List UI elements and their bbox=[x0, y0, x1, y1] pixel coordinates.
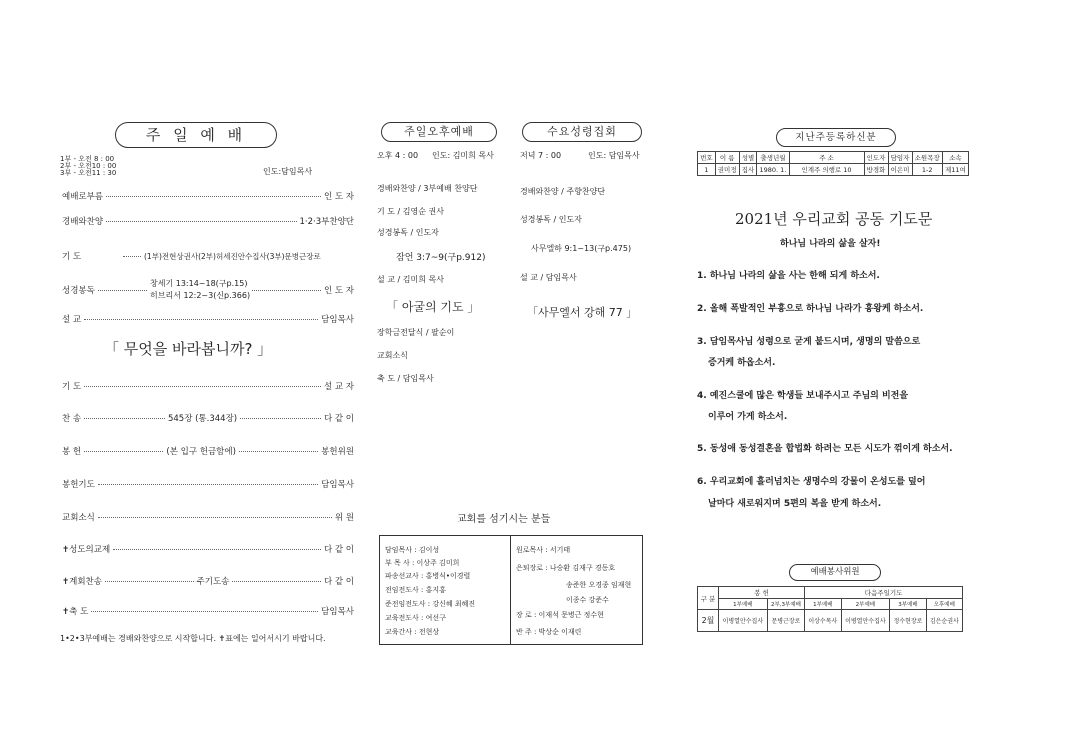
column-header: 인도자 bbox=[864, 152, 888, 164]
prayer-item: 4. 예진스쿨에 많은 학생들 보내주시고 주님의 비전을 bbox=[697, 391, 909, 401]
order-row bbox=[62, 412, 354, 424]
afternoon-title: 주일오후예배 bbox=[381, 122, 497, 142]
column-header: 이 름 bbox=[715, 152, 739, 164]
column-header: 다음주일기도 bbox=[805, 587, 963, 599]
staff-right-line: 반 주 : 박상순 이재린 bbox=[516, 628, 582, 636]
order-row bbox=[62, 445, 354, 457]
scripture-1: 창세기 13:14~18(구p.15) bbox=[150, 279, 248, 288]
order-mid: 545장 (통.344장) bbox=[167, 414, 238, 424]
order-right: 인 도 자 bbox=[323, 286, 354, 296]
sunday-leader: 인도:담임목사 bbox=[263, 167, 313, 176]
sermon-title: 「 무엇을 바라봅니까? 」 bbox=[104, 340, 273, 358]
wednesday-sermon: 「사무엘서 강해 77 」 bbox=[527, 306, 638, 319]
order-label: ✝성도의교제 bbox=[62, 545, 111, 555]
table-cell: 이병열안수집사 bbox=[841, 610, 890, 632]
afternoon-item: 경배와찬양 / 3부예배 찬양단 bbox=[377, 184, 478, 193]
order-label: ✝계회찬송 bbox=[62, 577, 102, 587]
table-subheader-row bbox=[698, 599, 963, 610]
order-label: 설 교 bbox=[62, 315, 82, 325]
order-right: 다 같 이 bbox=[323, 414, 355, 424]
service-time-2: 2부 - 오전10 : 00 bbox=[60, 162, 117, 170]
afternoon-scripture: 잠언 3:7~9(구p.912) bbox=[396, 253, 486, 263]
order-right: 담임목사 bbox=[321, 480, 354, 490]
prayer-item-cont: 이루어 가게 하소서. bbox=[708, 412, 788, 422]
table-header-row bbox=[698, 587, 963, 599]
table-cell: 이병열안수집사 bbox=[718, 610, 767, 632]
column-subheader: 2부예배 bbox=[841, 599, 890, 610]
service-time-1: 1부 - 오전 8 : 00 bbox=[60, 155, 115, 163]
column-header: 소원목장 bbox=[912, 152, 942, 164]
wednesday-time: 저녁 7 : 00 bbox=[520, 151, 562, 160]
column-header: 소속 bbox=[942, 152, 968, 164]
column-subheader: 오후예배 bbox=[926, 599, 962, 610]
order-label: 교회소식 bbox=[62, 513, 95, 523]
servers-table bbox=[697, 586, 963, 632]
order-row bbox=[62, 215, 354, 227]
order-label: 봉 헌 bbox=[62, 447, 82, 457]
footnote: 1•2•3부예배는 경배와찬양으로 시작합니다. ✝표에는 일어서시기 바랍니다. bbox=[60, 634, 326, 643]
prayer-item-cont: 증거케 하옵소서. bbox=[708, 358, 776, 368]
afternoon-time: 오후 4 : 00 bbox=[377, 151, 419, 160]
order-row bbox=[62, 478, 354, 490]
order-label: 예배로부름 bbox=[62, 192, 104, 202]
wednesday-item: 설 교 / 담임목사 bbox=[520, 273, 577, 282]
order-right: 위 원 bbox=[334, 513, 354, 523]
order-right: 다 같 이 bbox=[323, 545, 354, 555]
staff-left-line: 전임전도사 : 홍지홍 bbox=[385, 586, 446, 594]
servers-title: 예배봉사위원 bbox=[789, 564, 881, 581]
table-cell: 김은순권사 bbox=[926, 610, 962, 632]
prayer-item: 6. 우리교회에 흘러넘치는 생명수의 강물이 온성도를 덮어 bbox=[697, 477, 926, 487]
table-cell: 문병근장로 bbox=[767, 610, 804, 632]
afternoon-sermon: 「 아굴의 기도 」 bbox=[386, 300, 480, 314]
order-row bbox=[62, 575, 354, 587]
order-label: 기 도 bbox=[62, 252, 82, 262]
sunday-worship-title: 주 일 예 배 bbox=[115, 122, 277, 148]
service-time-3: 3부 - 오전11 : 30 bbox=[60, 169, 117, 177]
column-subheader: 2부,3부예배 bbox=[767, 599, 804, 610]
order-label: 기 도 bbox=[62, 382, 82, 392]
order-right: 봉헌위원 bbox=[321, 447, 354, 457]
staff-left-line: 부 목 사 : 이상주 김미희 bbox=[385, 559, 460, 567]
recent-table bbox=[697, 151, 969, 176]
order-row bbox=[62, 380, 354, 392]
order-right: 인 도 자 bbox=[323, 192, 354, 202]
order-row bbox=[62, 605, 354, 617]
staff-right-line: 장 로 : 이재석 문병근 정수현 bbox=[516, 611, 604, 619]
staff-right-line: 송준한 오경종 임재현 bbox=[566, 581, 632, 589]
table-row bbox=[698, 164, 969, 176]
order-right: 설 교 자 bbox=[323, 382, 354, 392]
afternoon-leader: 인도: 김미희 목사 bbox=[432, 151, 494, 160]
column-header: 출생년월 bbox=[757, 152, 789, 164]
order-right: 담임목사 bbox=[321, 315, 354, 325]
prayer-subtitle: 하나님 나라의 삶을 살자! bbox=[780, 239, 881, 249]
column-header: 주 소 bbox=[789, 152, 864, 164]
afternoon-item: 교회소식 bbox=[377, 351, 408, 360]
column-header: 봉 헌 bbox=[718, 587, 804, 599]
wednesday-scripture: 사무엘하 9:1~13(구p.475) bbox=[531, 244, 632, 253]
table-cell: 이상수목사 bbox=[805, 610, 841, 632]
afternoon-item: 축 도 / 담임목사 bbox=[377, 374, 434, 383]
column-subheader: 1부예배 bbox=[805, 599, 841, 610]
scripture-2: 히브리서 12:2~3(신p.366) bbox=[150, 291, 251, 300]
order-label: 찬 송 bbox=[62, 414, 82, 424]
table-cell: 방경화 bbox=[864, 164, 888, 176]
order-right: 다 같 이 bbox=[323, 577, 354, 587]
recent-title: 지난주등록하신분 bbox=[776, 128, 896, 147]
wednesday-item: 경배와찬양 / 주향찬양단 bbox=[520, 187, 606, 196]
staff-left-line: 담임목사 : 김이성 bbox=[385, 546, 440, 554]
order-mid: (1부)전현상권사(2부)허세진안수집사(3부)문병근장로 bbox=[144, 251, 321, 261]
staff-right-line: 이종수 강준수 bbox=[566, 596, 609, 604]
staff-left-line: 교육간사 : 전현상 bbox=[385, 628, 440, 636]
order-right: 담임목사 bbox=[321, 607, 354, 617]
column-subheader: 3부예배 bbox=[890, 599, 926, 610]
order-row bbox=[62, 250, 354, 262]
table-cell: 1-2 bbox=[912, 164, 942, 176]
table-cell: 1 bbox=[698, 164, 716, 176]
table-cell: 제11여 bbox=[942, 164, 968, 176]
staff-left-line: 준전임전도사 : 강신혜 최혜진 bbox=[385, 600, 476, 608]
table-cell: 2월 bbox=[698, 610, 719, 632]
column-header: 번호 bbox=[698, 152, 716, 164]
table-cell: 1980. 1. bbox=[757, 164, 789, 176]
wednesday-item: 성경봉독 / 인도자 bbox=[520, 215, 582, 224]
staff-left-line: 파송선교사 : 홍병식•이경렬 bbox=[385, 572, 471, 580]
staff-right-line: 원로목사 : 서기태 bbox=[516, 546, 571, 554]
afternoon-item: 기 도 / 김영순 권사 bbox=[377, 207, 444, 216]
order-mid: 주기도송 bbox=[196, 577, 230, 587]
order-label: 경배와찬양 bbox=[62, 217, 104, 227]
order-label: 봉헌기도 bbox=[62, 480, 95, 490]
order-row bbox=[62, 511, 354, 523]
table-cell: 이은미 bbox=[888, 164, 912, 176]
afternoon-item: 성경봉독 / 인도자 bbox=[377, 228, 439, 237]
prayer-item: 3. 담임목사님 성령으로 굳게 붙드시며, 생명의 말씀으로 bbox=[697, 337, 921, 347]
staff-right-line: 은퇴장로 : 나승환 김재구 경동호 bbox=[516, 564, 616, 572]
order-right: 1·2·3부찬양단 bbox=[299, 217, 354, 227]
prayer-title: 2021년 우리교회 공동 기도문 bbox=[735, 210, 933, 228]
afternoon-item: 장학금전달식 / 팔순이 bbox=[377, 328, 455, 337]
staff-left-line: 교육전도사 : 여선구 bbox=[385, 614, 446, 622]
table-header-row bbox=[698, 152, 969, 164]
order-row bbox=[62, 313, 354, 325]
order-label: 성경봉독 bbox=[62, 286, 95, 296]
order-label: ✝축 도 bbox=[62, 607, 89, 617]
wednesday-title: 수요성령집회 bbox=[522, 122, 642, 142]
wednesday-leader: 인도: 담임목사 bbox=[588, 151, 640, 160]
column-header: 구 분 bbox=[698, 587, 719, 610]
table-row bbox=[698, 610, 963, 632]
order-row bbox=[62, 543, 354, 555]
prayer-item: 1. 하나님 나라의 삶을 사는 한해 되게 하소서. bbox=[697, 271, 880, 281]
afternoon-item: 설 교 / 김미희 목사 bbox=[377, 275, 444, 284]
prayer-item: 5. 동성애 동성결혼을 합법화 하려는 모든 시도가 꺾이게 하소서. bbox=[697, 444, 953, 454]
column-header: 담임자 bbox=[888, 152, 912, 164]
table-cell: 권미정 bbox=[715, 164, 739, 176]
order-row bbox=[62, 190, 354, 202]
column-header: 성별 bbox=[739, 152, 757, 164]
prayer-item-cont: 날마다 새로워지며 5편의 복을 받게 하소서. bbox=[708, 499, 882, 509]
column-subheader: 1부예배 bbox=[718, 599, 767, 610]
staff-title: 교회를 섬기시는 분들 bbox=[457, 514, 551, 525]
table-cell: 집사 bbox=[739, 164, 757, 176]
prayer-item: 2. 올해 폭발적인 부흥으로 하나님 나라가 흥왕케 하소서. bbox=[697, 304, 924, 314]
table-cell: 인계주 의행로 10 bbox=[789, 164, 864, 176]
table-cell: 정수현장로 bbox=[890, 610, 926, 632]
order-mid: (본 입구 헌금함에) bbox=[166, 447, 236, 457]
